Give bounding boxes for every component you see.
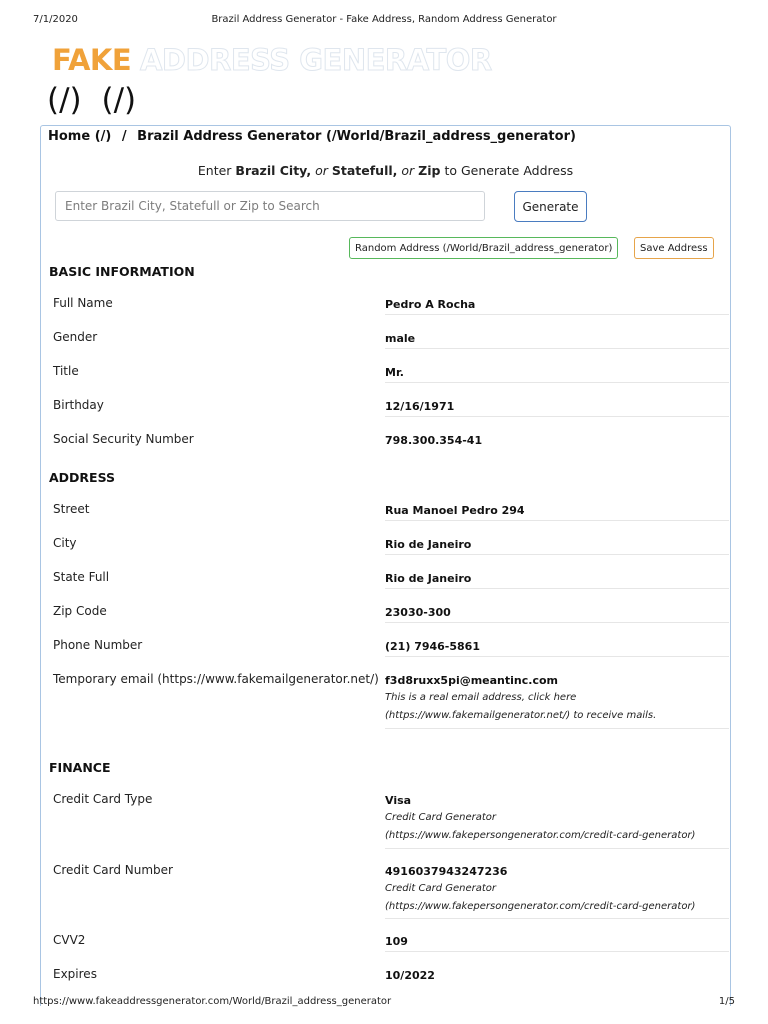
row-label: Phone Number bbox=[53, 638, 143, 652]
row-label: Birthday bbox=[53, 398, 104, 412]
logo-links bbox=[47, 80, 146, 120]
row-value: 109 bbox=[385, 935, 408, 948]
row-value: Rio de Janeiro bbox=[385, 572, 472, 585]
basic-information-heading: BASIC INFORMATION bbox=[49, 264, 195, 279]
breadcrumb-separator: / bbox=[121, 129, 127, 144]
search-input[interactable] bbox=[55, 191, 485, 221]
row-divider bbox=[385, 656, 729, 657]
print-title: Brazil Address Generator - Fake Address, Random Address Generator bbox=[211, 14, 557, 25]
instruction-zip: Zip bbox=[418, 163, 441, 178]
instruction-suffix: to Generate Address bbox=[444, 163, 574, 178]
row-divider bbox=[385, 951, 729, 952]
row-label: CVV2 bbox=[53, 933, 86, 947]
generate-button[interactable]: Generate bbox=[514, 191, 587, 222]
row-value: 798.300.354-41 bbox=[385, 434, 483, 447]
row-divider bbox=[385, 848, 729, 849]
row-divider bbox=[385, 622, 729, 623]
instruction-or-2: or bbox=[401, 163, 415, 178]
print-footer bbox=[33, 996, 735, 1010]
card-type-note[interactable]: Credit Card Generator (https://www.fakepersongenerator.com/credit-card-generator) bbox=[385, 812, 696, 841]
print-date: 7/1/2020 bbox=[33, 14, 78, 25]
row-label: Credit Card Type bbox=[53, 792, 153, 806]
card-type-value: Visa bbox=[385, 794, 412, 807]
row-label: State Full bbox=[53, 570, 110, 584]
search-instruction bbox=[41, 163, 730, 178]
breadcrumb-current[interactable]: Brazil Address Generator (/World/Brazil_address_generator) bbox=[137, 129, 576, 144]
address-heading: ADDRESS bbox=[49, 470, 116, 485]
row-value bbox=[385, 865, 715, 916]
row-divider bbox=[385, 918, 729, 919]
breadcrumb bbox=[48, 129, 576, 144]
row-value: 23030-300 bbox=[385, 606, 451, 619]
row-value: Rio de Janeiro bbox=[385, 538, 472, 551]
instruction-or-1: or bbox=[315, 163, 328, 178]
row-label: City bbox=[53, 536, 77, 550]
row-divider bbox=[385, 520, 729, 521]
row-divider bbox=[385, 728, 729, 729]
instruction-city: Brazil City, bbox=[235, 163, 312, 178]
row-value: 12/16/1971 bbox=[385, 400, 455, 413]
row-value: Pedro A Rocha bbox=[385, 298, 476, 311]
email-note[interactable]: This is a real email address, click here (https://www.fakemailgenerator.net/) to receive mails. bbox=[385, 692, 657, 721]
row-divider bbox=[385, 554, 729, 555]
row-label: Zip Code bbox=[53, 604, 107, 618]
row-label: Full Name bbox=[53, 296, 113, 310]
row-label: Gender bbox=[53, 330, 98, 344]
row-label[interactable]: Temporary email (https://www.fakemailgenerator.net/) bbox=[53, 672, 379, 686]
row-value: Mr. bbox=[385, 366, 404, 379]
page-number: 1/5 bbox=[718, 996, 735, 1007]
save-address-button[interactable]: Save Address bbox=[634, 237, 714, 259]
row-value: 10/2022 bbox=[385, 969, 435, 982]
email-value: f3d8ruxx5pi@meantinc.com bbox=[385, 674, 558, 687]
row-value: male bbox=[385, 332, 416, 345]
row-divider bbox=[385, 588, 729, 589]
print-url: https://www.fakeaddressgenerator.com/World/Brazil_address_generator bbox=[33, 996, 392, 1007]
card-number-note[interactable]: Credit Card Generator (https://www.fakepersongenerator.com/credit-card-generator) bbox=[385, 883, 696, 912]
row-value: Rua Manoel Pedro 294 bbox=[385, 504, 525, 517]
row-divider bbox=[385, 314, 729, 315]
main-panel bbox=[40, 125, 731, 1006]
row-label: Credit Card Number bbox=[53, 863, 173, 877]
logo-fake-text: FAKE bbox=[52, 43, 132, 77]
site-logo[interactable] bbox=[52, 43, 492, 77]
row-divider bbox=[385, 348, 729, 349]
instruction-prefix: Enter bbox=[197, 163, 232, 178]
print-header bbox=[33, 14, 735, 30]
row-value bbox=[385, 794, 715, 845]
finance-heading: FINANCE bbox=[49, 760, 111, 775]
row-label: Title bbox=[53, 364, 79, 378]
row-label: Social Security Number bbox=[53, 432, 194, 446]
row-divider bbox=[385, 382, 729, 383]
row-divider bbox=[385, 416, 729, 417]
row-value bbox=[385, 674, 715, 725]
breadcrumb-home[interactable]: Home (/) bbox=[48, 129, 112, 144]
row-label: Street bbox=[53, 502, 90, 516]
card-number-value: 4916037943247236 bbox=[385, 865, 508, 878]
random-address-button[interactable]: Random Address (/World/Brazil_address_generator) bbox=[349, 237, 618, 259]
row-label: Expires bbox=[53, 967, 97, 981]
logo-link-2[interactable]: (/) bbox=[101, 82, 137, 118]
instruction-state: Statefull, bbox=[331, 163, 398, 178]
logo-rest-text: ADDRESS GENERATOR bbox=[139, 43, 492, 77]
row-value: (21) 7946-5861 bbox=[385, 640, 480, 653]
logo-link-1[interactable]: (/) bbox=[47, 82, 82, 118]
